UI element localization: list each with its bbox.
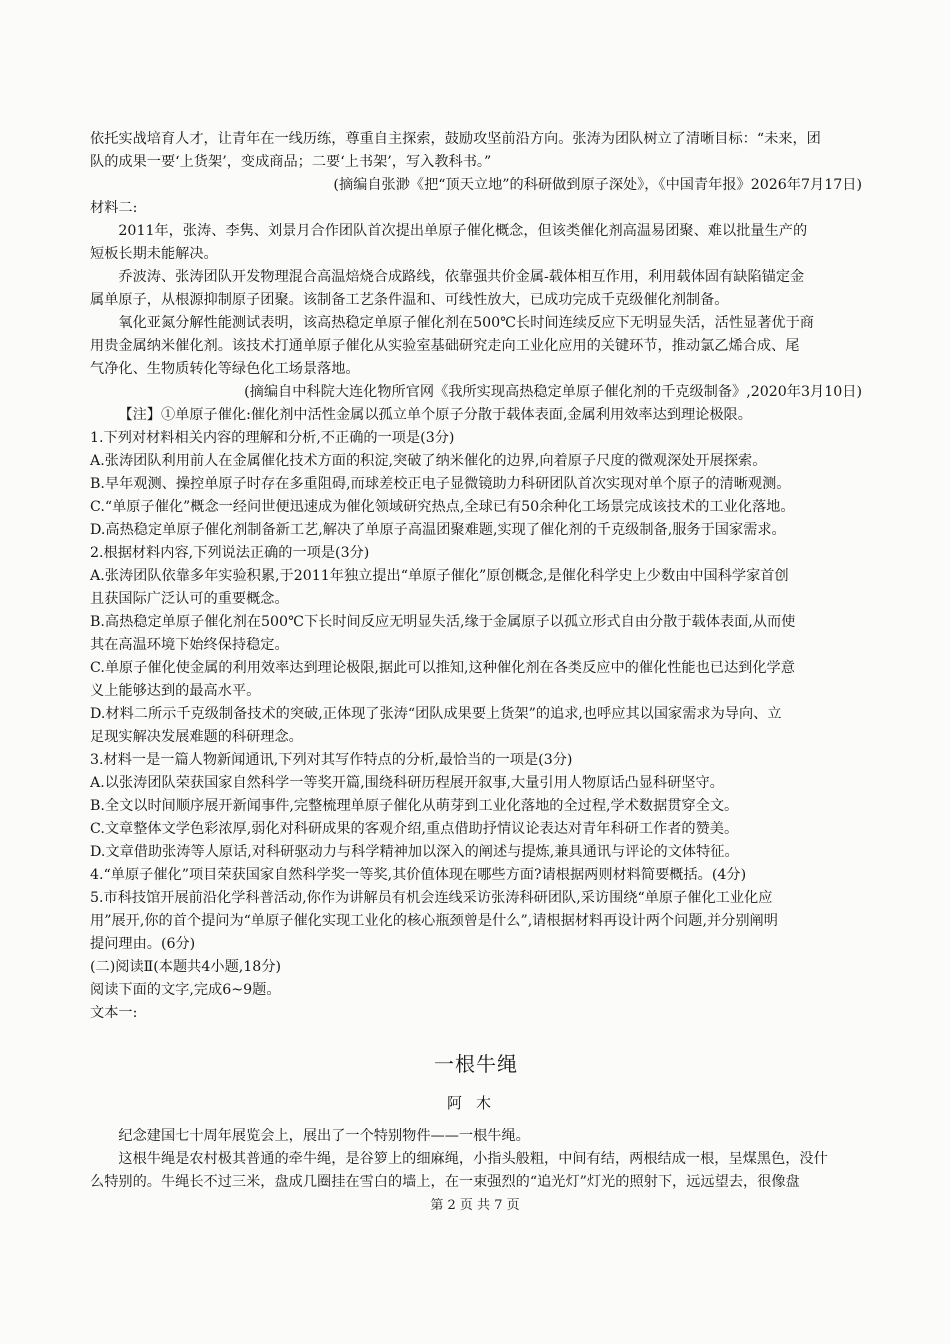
text-line: 义上能够达到的最高水平。 — [90, 683, 261, 699]
text-line: D.文章借助张涛等人原话,对科研驱动力与科学精神加以深入的阐述与提炼,兼具通讯与评论的文体特征。 — [90, 844, 739, 860]
text-line: C.“单原子催化”概念一经问世便迅速成为催化领域研究热点,全球已有50余种化工场景完成该技术的工业化落地。 — [90, 499, 795, 515]
text-line: 气净化、生物质转化等绿色化工场景落地。 — [90, 361, 360, 377]
text-line: 纪念建国七十周年展览会上，展出了一个特别物件——一根牛绳。 — [118, 1128, 530, 1144]
text-line: (摘编自中科院大连化物所官网《我所实现高热稳定单原子催化剂的千克级制备》,2020年3月10日) — [244, 384, 862, 400]
text-line: 且获国际广泛认可的重要概念。 — [90, 591, 289, 607]
story-title: 一根牛绳 — [434, 1052, 518, 1076]
text-line: D.材料二所示千克级制备技术的突破,正体现了张涛“团队成果要上货架”的追求,也呼应其以国家需求为导向、立 — [90, 706, 782, 722]
text-line: B.早年观测、操控单原子时存在多重阻碍,而球差校正电子显微镜助力科研团队首次实现对单个原子的清晰观测。 — [90, 476, 791, 492]
text-line: 文本一: — [90, 1005, 138, 1021]
text-line: 么特别的。牛绳长不过三米，盘成几圈挂在雪白的墙上，在一束强烈的“追光灯”灯光的照射下，远远望去，很像盘 — [90, 1174, 800, 1190]
text-line: A.张涛团队依靠多年实验积累,于2011年独立提出“单原子催化”原创概念,是催化科学史上少数由中国科学家首创 — [90, 568, 789, 584]
text-line: C.文章整体文学色彩浓厚,弱化对科研成果的客观介绍,重点借助抒情议论表达对青年科研工作者的赞美。 — [90, 821, 739, 837]
text-line: C.单原子催化使金属的利用效率达到理论极限,据此可以推知,这种催化剂在各类反应中的催化性能也已达到化学意 — [90, 660, 795, 676]
text-line: 提问理由。(6分) — [90, 936, 196, 952]
story-body — [90, 1125, 862, 1194]
text-line: D.高热稳定单原子催化剂制备新工艺,解决了单原子高温团聚难题,实现了催化剂的千克级制备,服务于国家需求。 — [90, 522, 786, 538]
text-line: A.以张涛团队荣获国家自然科学一等奖开篇,围绕科研历程展开叙事,大量引用人物原话凸显科研坚守。 — [90, 775, 724, 791]
story-author: 阿木 — [446, 1094, 505, 1112]
text-line: B.高热稳定单原子催化剂在500℃下长时间反应无明显失活,缘于金属原子以孤立形式自由分散于载体表面,从而使 — [90, 614, 796, 630]
text-line: 阅读下面的文字,完成6~9题。 — [90, 982, 281, 998]
text-line: 属单原子，从根源抑制原子团聚。该制备工艺条件温和、可线性放大，已成功完成千克级催化剂制备。 — [90, 292, 729, 308]
text-line: 3.材料一是一篇人物新闻通讯,下列对其写作特点的分析,最恰当的一项是(3分) — [90, 752, 573, 768]
text-lines — [90, 128, 862, 1025]
text-line: 用”展开,你的首个提问为“单原子催化实现工业化的核心瓶颈曾是什么”,请根据材料再设计两个问题,并分别阐明 — [90, 913, 778, 929]
text-line: 4.“单原子催化”项目荣获国家自然科学奖一等奖,其价值体现在哪些方面?请根据两则材料简要概括。(4分) — [90, 867, 747, 883]
page-footer: 第 2 页 共 7 页 — [430, 1198, 520, 1213]
text-line: (二)阅读Ⅱ(本题共4小题,18分) — [90, 959, 282, 975]
text-line: 5.市科技馆开展前沿化学科普活动,你作为讲解员有机会连线采访张涛科研团队,采访围绕“单原子催化工业化应 — [90, 890, 773, 906]
text-line: 用贵金属纳米催化剂。该技术打通单原子催化从实验室基础研究走向工业化应用的关键环节，推动氯乙烯合成、尾 — [90, 338, 800, 354]
text-line: 2.根据材料内容,下列说法正确的一项是(3分) — [90, 545, 370, 561]
text-line: (摘编自张渺《把“顶天立地”的科研做到原子深处》，《中国青年报》2026年7月17日) — [333, 177, 862, 193]
text-line: 1.下列对材料相关内容的理解和分析,不正确的一项是(3分) — [90, 430, 455, 446]
text-line: 【注】①单原子催化:催化剂中活性金属以孤立单个原子分散于载体表面,金属利用效率达到理论极限。 — [118, 407, 752, 423]
text-line: 氧化亚氮分解性能测试表明，该高热稳定单原子催化剂在500℃长时间连续反应下无明显失活，活性显著优于商 — [118, 315, 814, 331]
page-content — [90, 128, 862, 1194]
text-line: 乔波涛、张涛团队开发物理混合高温焙烧合成路线，依靠强共价金属-载体相互作用，利用载体固有缺陷锚定金 — [118, 269, 805, 285]
text-line: A.张涛团队利用前人在金属催化技术方面的积淀,突破了纳米催化的边界,向着原子尺度的微观深处开展探索。 — [90, 453, 767, 469]
text-line: 这根牛绳是农村极其普通的牵牛绳，是谷箩上的细麻绳，小指头般粗，中间有结，两根结成一根，呈煤黑色，没什 — [118, 1151, 828, 1167]
text-line: 材料二: — [90, 200, 138, 216]
text-line: 短板长期未能解决。 — [90, 246, 218, 262]
text-line: 2011年，张涛、李隽、刘景月合作团队首次提出单原子催化概念，但该类催化剂高温易团聚、难以批量生产的 — [118, 223, 808, 239]
text-line: 足现实解决发展难题的科研理念。 — [90, 729, 303, 745]
text-line: 队的成果一要‘上货架’，变成商品；二要‘上书架’，写入教科书。” — [90, 154, 492, 170]
text-line: B.全文以时间顺序展开新闻事件,完整梳理单原子催化从萌芽到工业化落地的全过程,学术数据贯穿全文。 — [90, 798, 739, 814]
text-line: 其在高温环境下始终保持稳定。 — [90, 637, 289, 653]
text-line: 依托实战培育人才，让青年在一线历练，尊重自主探索，鼓励攻坚前沿方向。张涛为团队树立了清晰目标：“未来，团 — [90, 131, 821, 147]
